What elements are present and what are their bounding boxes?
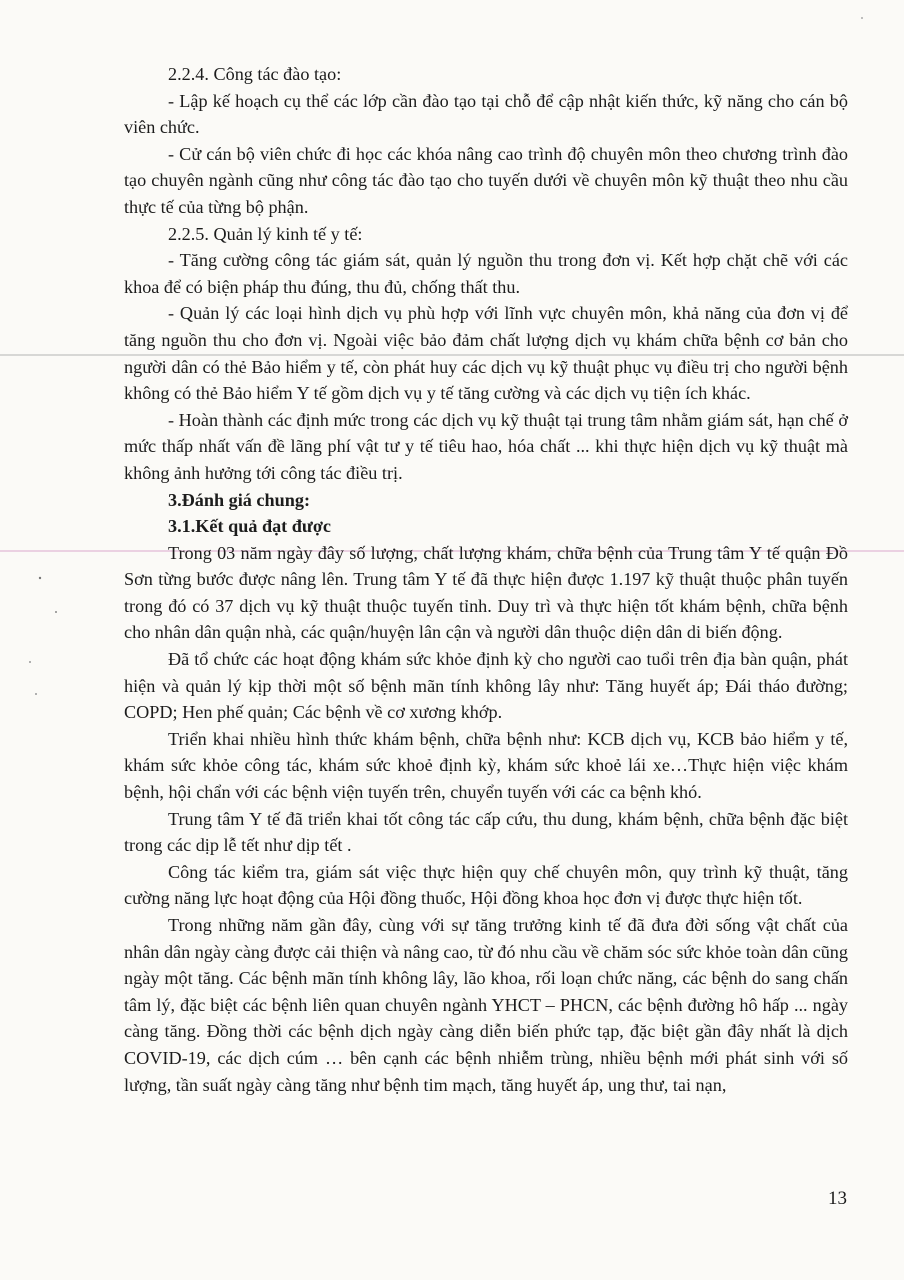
body-paragraph: Trong 03 năm ngày đây số lượng, chất lượng khám, chữa bệnh của Trung tâm Y tế quận Đồ Sơn từng bước được nâng lên. Trung tâm Y tế đã thực hiện được 1.197 kỹ thuật thuộc phân tuyến trong đó có 37 dịch vụ kỹ thuật thuộc tuyến tỉnh. Duy trì và thực hiện tốt khám bệnh, chữa bệnh cho nhân dân quận nhà, các quận/huyện lân cận và người dân thuộc diện dân di biến động. xyxy=(124,542,848,643)
section-heading: 2.2.5. Quản lý kinh tế y tế: xyxy=(168,223,363,244)
body-paragraph: Công tác kiểm tra, giám sát việc thực hiện quy chế chuyên môn, quy trình kỹ thuật, tăng cường năng lực hoạt động của Hội đồng thuốc, Hội đồng khoa học đơn vị được thực hiện tốt. xyxy=(124,861,848,909)
body-paragraph: Trong những năm gần đây, cùng với sự tăng trưởng kinh tế đã đưa đời sống vật chất của nhân dân ngày càng được cải thiện và nâng cao, từ đó nhu cầu về chăm sóc sức khỏe toàn dân cũng ngày một tăng. Các bệnh mãn tính không lây, lão khoa, rối loạn chức năng, các bệnh do sang chấn tâm lý, đặc biệt các bệnh liên quan chuyên ngành YHCT – PHCN, các bệnh đường hô hấp ... ngày càng tăng. Đồng thời các bệnh dịch ngày càng diễn biến phức tạp, đặc biệt gần đây nhất là dịch COVID-19, các dịch cúm … bên cạnh các bệnh nhiễm trùng, nhiều bệnh mới phát sinh với số lượng, tần suất ngày càng tăng như bệnh tim mạch, tăng huyết áp, ung thư, tai nạn, xyxy=(124,915,848,1095)
page-number: 13 xyxy=(828,1188,847,1209)
section-heading: 2.2.4. Công tác đào tạo: xyxy=(168,64,342,84)
bullet-paragraph: - Hoàn thành các định mức trong các dịch vụ kỹ thuật tại trung tâm nhằm giám sát, hạn chế ở mức thấp nhất vấn đề lãng phí vật tư y tế tiêu hao, hóa chất ... khi thực hiện dịch vụ kỹ thuật mà không ảnh hưởng tới công tác điều trị. xyxy=(124,409,848,483)
section-heading: 3.Đánh giá chung: xyxy=(168,489,311,510)
subsection-heading: 3.1.Kết quả đạt được xyxy=(168,516,331,537)
bullet-paragraph: - Cử cán bộ viên chức đi học các khóa nâng cao trình độ chuyên môn theo chương trình đào tạo chuyên ngành cũng như công tác đào tạo cho tuyến dưới về chuyên môn kỹ thuật theo nhu cầu thực tế của từng bộ phận. xyxy=(124,143,848,217)
body-paragraph: Trung tâm Y tế đã triển khai tốt công tác cấp cứu, thu dung, khám bệnh, chữa bệnh đặc biệt trong các dịp lễ tết như dịp tết . xyxy=(124,808,848,856)
bullet-paragraph: - Tăng cường công tác giám sát, quản lý nguồn thu trong đơn vị. Kết hợp chặt chẽ với các khoa để có biện pháp thu đúng, thu đủ, chống thất thu. xyxy=(124,250,848,297)
body-paragraph: Đã tổ chức các hoạt động khám sức khỏe định kỳ cho người cao tuổi trên địa bàn quận, phát hiện và quản lý kịp thời một số bệnh mãn tính không lây như: Tăng huyết áp; Đái tháo đường; COPD; Hen phế quản; Các bệnh về cơ xương khớp. xyxy=(124,649,848,723)
body-paragraph: Triển khai nhiều hình thức khám bệnh, chữa bệnh như: KCB dịch vụ, KCB bảo hiểm y tế, khám sức khỏe công tác, khám sức khoẻ định kỳ, khám sức khoẻ lái xe…Thực hiện việc khám bệnh, hội chẩn với các bệnh viện tuyến trên, chuyển tuyến với các ca bệnh khó. xyxy=(124,728,848,803)
bullet-paragraph: - Quản lý các loại hình dịch vụ phù hợp với lĩnh vực chuyên môn, khả năng của đơn vị để tăng nguồn thu cho đơn vị. Ngoài việc bảo đảm chất lượng dịch vụ khám chữa bệnh cơ bản cho người dân có thẻ Bảo hiểm y tế, còn phát huy các dịch vụ kỹ thuật phục vụ điều trị cho người bệnh không có thẻ Bảo hiểm Y tế gồm dịch vụ y tế tăng cường và các dịch vụ tiện ích khác. xyxy=(124,303,848,404)
bullet-paragraph: - Lập kế hoạch cụ thể các lớp cần đào tạo tại chỗ để cập nhật kiến thức, kỹ năng cho cán bộ viên chức. xyxy=(124,90,848,138)
